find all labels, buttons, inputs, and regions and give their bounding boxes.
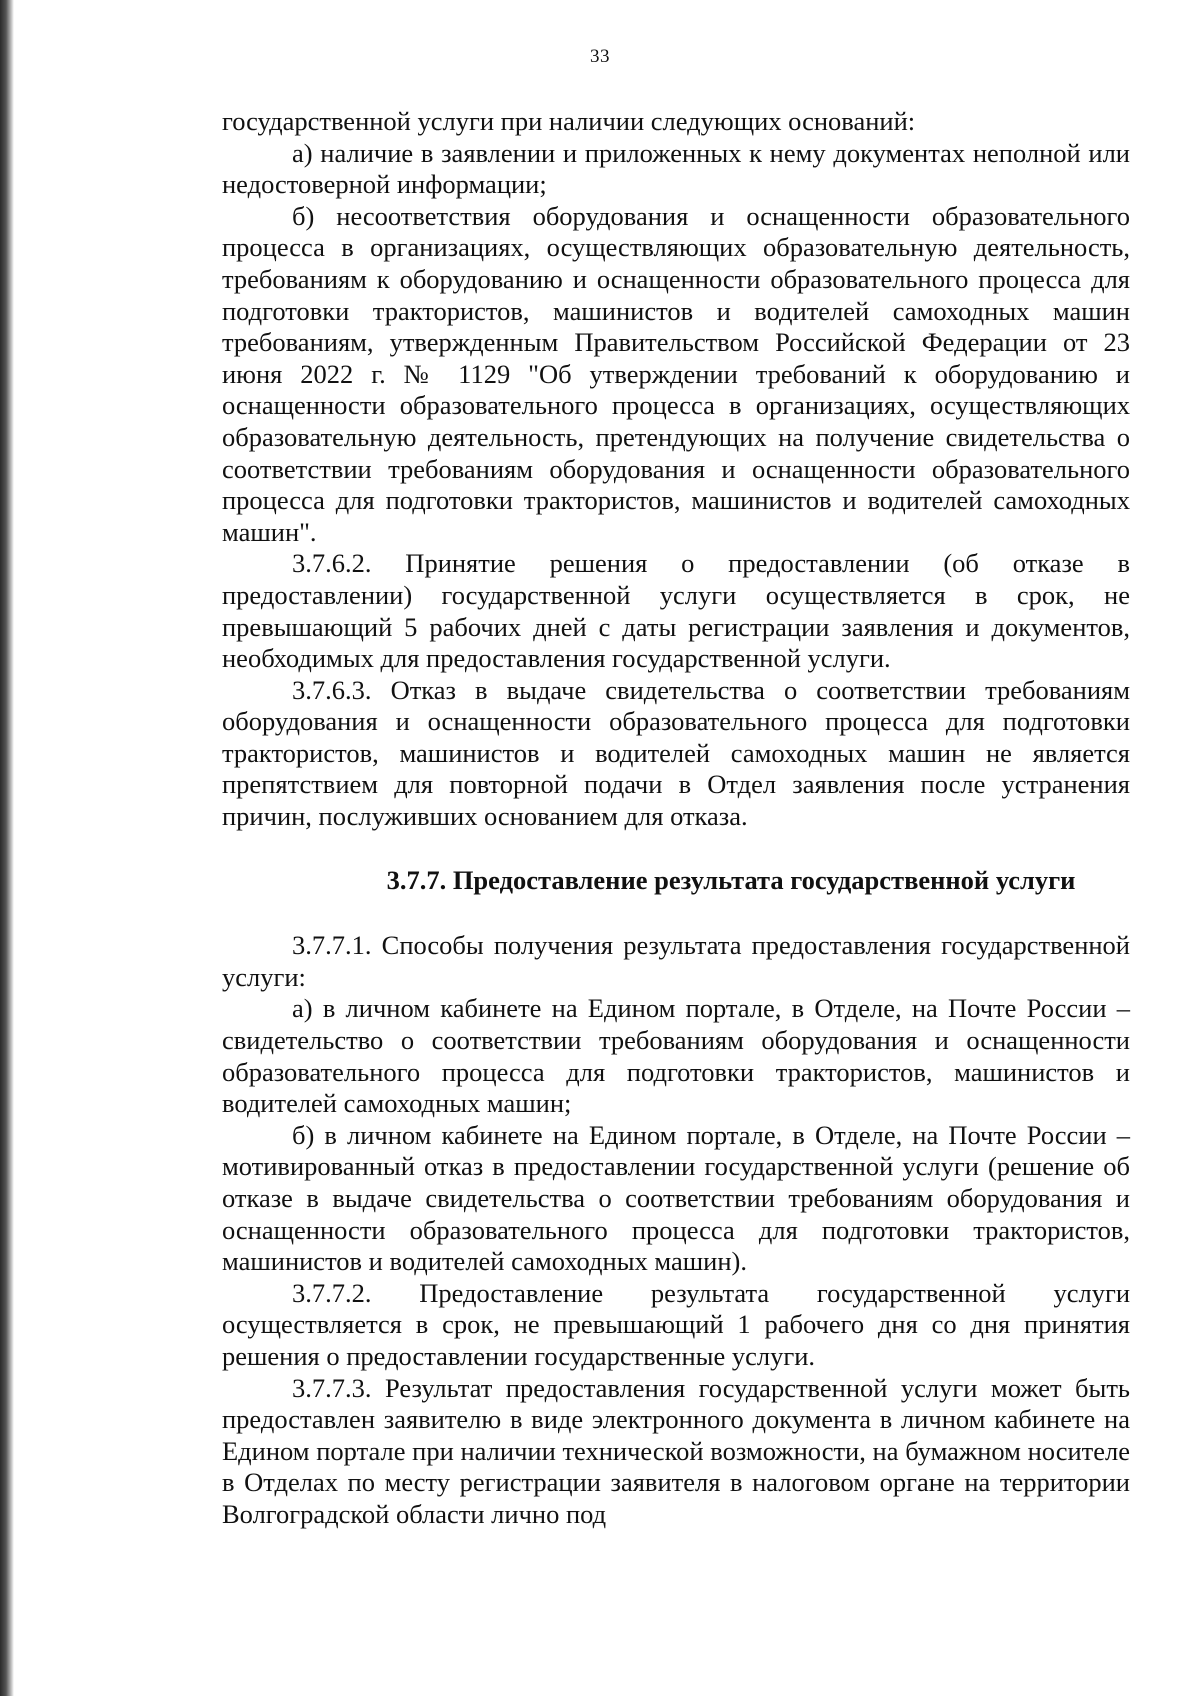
paragraph-3-7-7-2: 3.7.7.2. Предоставление результата государственной услуги осуществляется в срок, не превышающий 1 рабочего дня со дня принятия решения о предоставлении государственные услуги. <box>222 1277 1130 1371</box>
paragraph: государственной услуги при наличии следующих оснований: <box>222 106 916 136</box>
paragraph-3-7-7-3: 3.7.7.3. Результат предоставления государственной услуги может быть предоставлен заявителю в виде электронного документа в личном кабинете на Едином портале при наличии технической возможности, на бумажном носителе в Отделах по месту регистрации заявителя в налоговом органе на территории Волгоградской области лично под <box>222 1372 1130 1529</box>
paragraph-item-a: а) в личном кабинете на Едином портале, в Отделе, на Почте России – свидетельство о соответствии требованиям оборудования и оснащенности образовательного процесса для подготовки трактористов, машинистов и водителей самоходных машин; <box>222 993 1130 1119</box>
paragraph-item-a: а) наличие в заявлении и приложенных к нему документах неполной или недостоверной информации; <box>222 137 1130 200</box>
paragraph-item-b: б) несоответствия оборудования и оснащенности образовательного процесса в организациях, осуществляющих образовательную деятельность, требованиям к оборудованию и оснащенности образовательного процесса для подготовки трактористов, машинистов и водителей самоходных машин требованиям, утвержденным Правительством Российской Федерации от 23 июня 2022 г. № 1129 "Об утверждении требований к оборудованию и оснащенности образовательного процесса в организациях, осуществляющих образовательную деятельность, претендующих на получение свидетельства о соответствии требованиям оборудования и оснащенности образовательного процесса для подготовки трактористов, машинистов и водителей самоходных машин". <box>222 200 1130 547</box>
document-body <box>222 106 1130 1531</box>
paragraph-3-7-6-3: 3.7.6.3. Отказ в выдаче свидетельства о соответствии требованиям оборудования и оснащенности образовательного процесса для подготовки трактористов, машинистов и водителей самоходных машин не является препятствием для повторной подачи в Отдел заявления после устранения причин, послуживших основанием для отказа. <box>222 674 1130 832</box>
paragraph-3-7-6-2: 3.7.6.2. Принятие решения о предоставлении (об отказе в предоставлении) государственной услуги осуществляется в срок, не превышающий 5 рабочих дней с даты регистрации заявления и документов, необходимых для предоставления государственной услуги. <box>222 548 1130 674</box>
section-heading: 3.7.7. Предоставление результата государственной услуги <box>386 864 1076 895</box>
scan-edge-shadow <box>0 0 14 1696</box>
paragraph-item-b: б) в личном кабинете на Едином портале, в Отделе, на Почте России – мотивированный отказ в предоставлении государственной услуги (решение об отказе в выдаче свидетельства о соответствии требованиям оборудования и оснащенности образовательного процесса для подготовки трактористов, машинистов и водителей самоходных машин). <box>222 1119 1130 1277</box>
paragraph-3-7-7-1: 3.7.7.1. Способы получения результата предоставления государственной услуги: <box>222 930 1130 992</box>
page-number: 33 <box>590 46 610 67</box>
